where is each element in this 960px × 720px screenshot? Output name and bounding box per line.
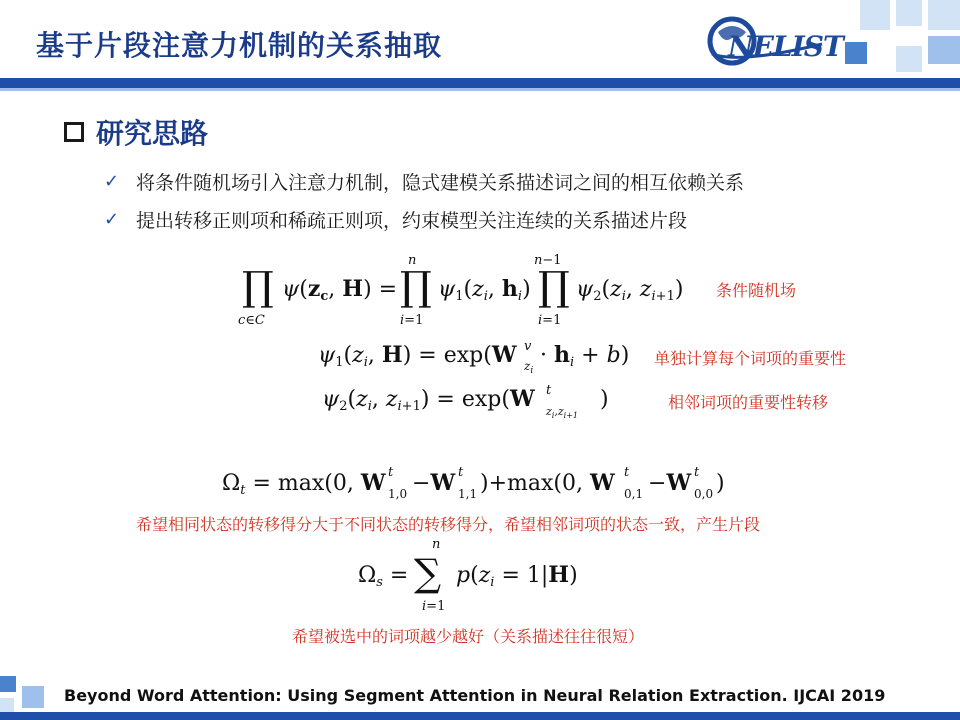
decor-square bbox=[928, 36, 960, 64]
slide-title: 基于片段注意力机制的关系抽取 bbox=[36, 29, 443, 62]
svg-text:1,1: 1,1 bbox=[458, 487, 478, 501]
svg-text:zi,zi+1: $z_i,z_{i+1}$ bbox=[546, 405, 579, 420]
svg-text:): ) bbox=[600, 387, 609, 412]
svg-text:ψ1(zi, H) = exp(W: ψ1(zi, H) = exp(W bbox=[318, 342, 517, 370]
svg-text:t: t bbox=[694, 465, 700, 480]
decor-square bbox=[928, 0, 960, 30]
crf-formula bbox=[232, 250, 702, 332]
bullet-item bbox=[104, 206, 687, 233]
svg-text:∏: ∏ bbox=[538, 264, 570, 310]
decor-square bbox=[845, 42, 867, 64]
svg-text:t: t bbox=[458, 465, 464, 480]
annotation-transition: 希望相同状态的转移得分大于不同状态的转移得分，希望相邻词项的状态一致，产生片段 bbox=[136, 515, 761, 534]
svg-text:1,0: 1,0 bbox=[388, 487, 408, 501]
sparsity-regularizer-formula bbox=[358, 536, 598, 616]
annotation-crf: 条件随机场 bbox=[716, 281, 797, 300]
citation: Beyond Word Attention: Using Segment Attention in Neural Relation Extraction. IJCAI 2019 bbox=[64, 686, 886, 705]
svg-text:)+max(0, W: )+max(0, W bbox=[480, 470, 615, 496]
svg-text:): ) bbox=[716, 471, 725, 496]
svg-text:c∈C: c∈C bbox=[238, 313, 265, 328]
decor-square bbox=[22, 686, 44, 708]
decor-square bbox=[0, 698, 14, 712]
svg-text:p(zi = 1|H): p(zi = 1|H) bbox=[456, 562, 578, 590]
logo-text: NELIST bbox=[728, 30, 843, 63]
bullet-text: 将条件随机场引入注意力机制，隐式建模关系描述词之间的相互依赖关系 bbox=[136, 172, 745, 194]
bullet-item bbox=[104, 168, 744, 195]
decor-square bbox=[896, 46, 922, 72]
svg-text:Ωt = max(0, W: Ωt = max(0, W bbox=[222, 470, 386, 498]
svg-text:v: v bbox=[524, 339, 532, 354]
svg-text:i=1: i=1 bbox=[400, 313, 424, 328]
header-bar bbox=[0, 78, 960, 88]
svg-text:0,1: 0,1 bbox=[624, 487, 644, 501]
annotation-unary: 单独计算每个词项的重要性 bbox=[654, 349, 847, 368]
footer-bar bbox=[0, 712, 960, 720]
decor-square bbox=[896, 0, 922, 26]
svg-text:ψ2(zi, zi+1): ψ2(zi, zi+1) bbox=[576, 277, 684, 304]
check-icon: ✓ bbox=[104, 209, 120, 230]
svg-text:i=1: i=1 bbox=[422, 599, 446, 614]
section-heading-text: 研究思路 bbox=[96, 117, 209, 150]
svg-text:n: n bbox=[408, 253, 417, 268]
transition-regularizer-formula bbox=[222, 462, 742, 504]
annotation-pairwise: 相邻词项的重要性转移 bbox=[668, 393, 829, 412]
svg-text:t: t bbox=[388, 465, 394, 480]
check-icon: ✓ bbox=[104, 171, 120, 192]
svg-text:∏: ∏ bbox=[242, 264, 274, 310]
svg-text:ψ(zc, H) =: ψ(zc, H) = bbox=[282, 276, 398, 304]
svg-text:i=1: i=1 bbox=[538, 313, 562, 328]
decor-square bbox=[860, 0, 890, 30]
svg-text:∏: ∏ bbox=[400, 264, 432, 310]
annotation-sparsity: 希望被选中的词项越少越好（关系描述往往很短） bbox=[292, 627, 645, 646]
svg-text:ψ2(zi, zi+1) = exp(W: ψ2(zi, zi+1) = exp(W bbox=[322, 386, 535, 414]
svg-text:−W: −W bbox=[648, 470, 692, 496]
square-bullet-icon bbox=[64, 122, 84, 142]
svg-text:−W: −W bbox=[412, 470, 456, 496]
pairwise-potential-formula bbox=[322, 380, 622, 422]
svg-text:· hi + b): · hi + b) bbox=[540, 342, 630, 370]
section-heading bbox=[64, 112, 208, 152]
svg-text:0,0: 0,0 bbox=[694, 487, 714, 501]
svg-text:t: t bbox=[546, 383, 552, 398]
svg-text:t: t bbox=[624, 465, 630, 480]
header-bar-accent bbox=[0, 88, 960, 91]
bullet-text: 提出转移正则项和稀疏正则项，约束模型关注连续的关系描述片段 bbox=[136, 210, 688, 232]
svg-text:∑: ∑ bbox=[414, 551, 442, 595]
svg-text:Ωs =: Ωs = bbox=[358, 563, 409, 590]
decor-square bbox=[0, 676, 16, 692]
unary-potential-formula bbox=[318, 336, 638, 376]
svg-text:zi: $z_i$ bbox=[524, 359, 534, 376]
svg-text:n: n bbox=[432, 537, 441, 552]
svg-text:ψ1(zi, hi): ψ1(zi, hi) bbox=[438, 276, 531, 304]
svg-text:n−1: n−1 bbox=[534, 253, 562, 268]
